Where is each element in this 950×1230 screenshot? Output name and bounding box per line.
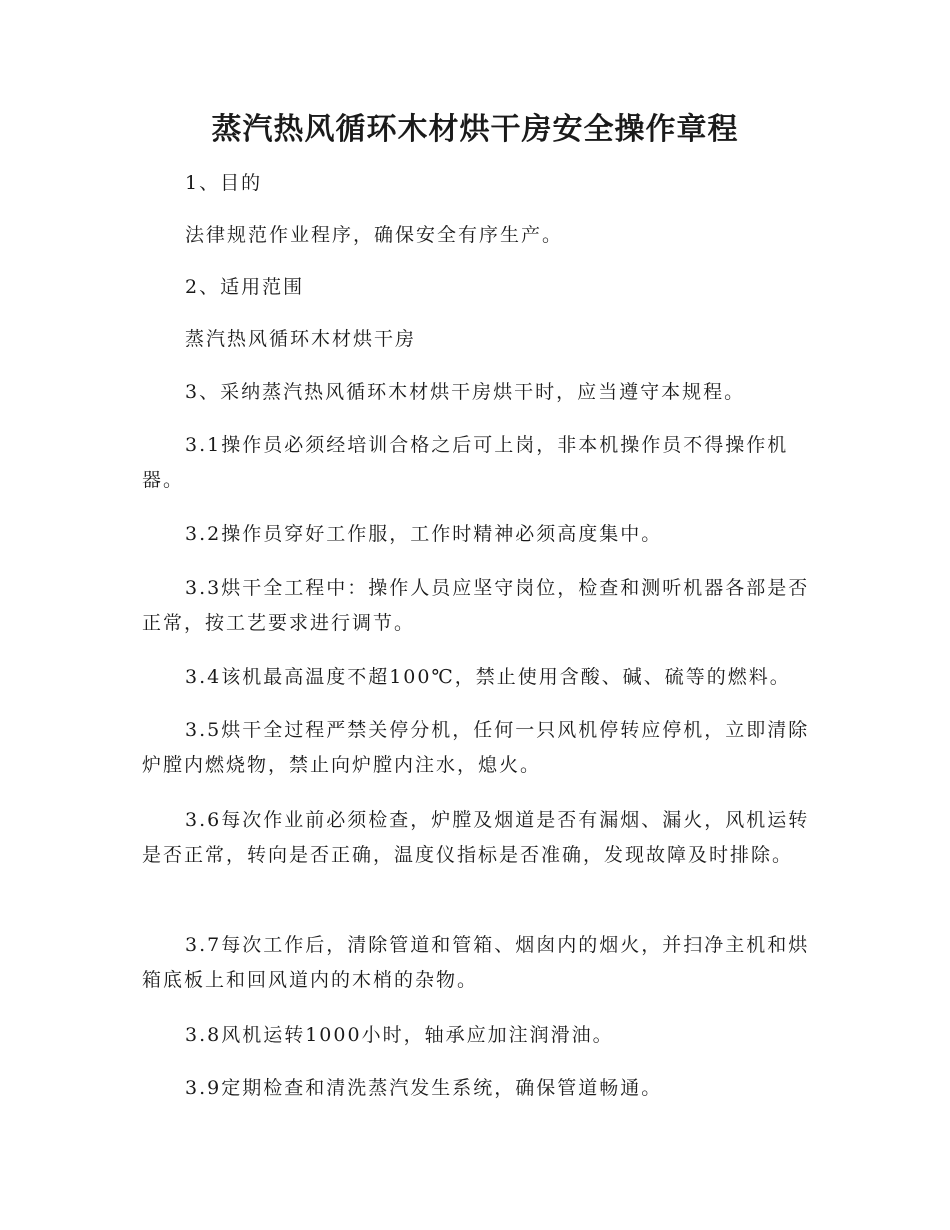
rule-3-9: 3.9定期检查和清洗蒸汽发生系统，确保管道畅通。 xyxy=(185,1077,663,1099)
section-heading-scope: 2、适用范围 xyxy=(185,276,305,298)
rule-3-3: 3.3烘干全工程中：操作人员应坚守岗位，检查和测听机器各部是否正常，按工艺要求进行调节。 xyxy=(142,577,810,634)
rule-3-7: 3.7每次工作后，清除管道和管箱、烟囱内的烟火，并扫净主机和烘箱底板上和回风道内的木梢的杂物。 xyxy=(142,934,810,991)
rule-3-6: 3.6每次作业前必须检查，炉膛及烟道是否有漏烟、漏火，风机运转是否正常，转向是否正确，温度仪指标是否准确，发现故障及时排除。 xyxy=(142,809,810,866)
paragraph-purpose-text: 法律规范作业程序，确保安全有序生产。 xyxy=(185,224,564,246)
section-heading-purpose: 1、目的 xyxy=(185,172,263,194)
rule-3-4: 3.4该机最高温度不超100℃，禁止使用含酸、碱、硫等的燃料。 xyxy=(185,666,791,688)
rule-3-5: 3.5烘干全过程严禁关停分机，任何一只风机停转应停机，立即清除炉膛内燃烧物，禁止向炉膛内注水，熄火。 xyxy=(142,719,810,776)
section-heading-rules: 3、采纳蒸汽热风循环木材烘干房烘干时，应当遵守本规程。 xyxy=(185,381,746,403)
rule-3-8: 3.8风机运转1000小时，轴承应加注润滑油。 xyxy=(185,1024,614,1046)
document-title: 蒸汽热风循环木材烘干房安全操作章程 xyxy=(211,112,739,147)
rule-3-1: 3.1操作员必须经培训合格之后可上岗，非本机操作员不得操作机器。 xyxy=(142,434,789,491)
rule-3-2: 3.2操作员穿好工作服，工作时精神必须高度集中。 xyxy=(185,523,663,545)
paragraph-scope-text: 蒸汽热风循环木材烘干房 xyxy=(185,328,417,350)
